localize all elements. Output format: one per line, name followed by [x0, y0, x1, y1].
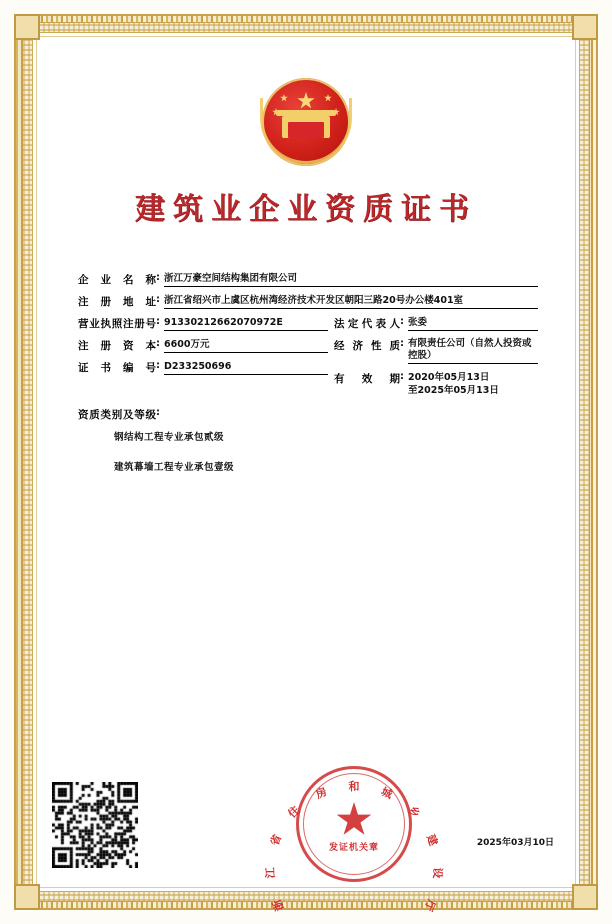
- page-title: 建筑业企业资质证书: [135, 192, 477, 227]
- business-license-label: 营业执照注册号: [78, 318, 156, 330]
- field-legal-representative: [334, 316, 538, 331]
- registered-capital-label: 注册资本: [78, 340, 156, 352]
- seal-center-text: 发证机关章: [328, 843, 379, 853]
- legal-representative-value: 张委: [408, 316, 538, 331]
- field-qualification: [78, 407, 538, 422]
- field-validity: [334, 371, 538, 398]
- validity-label: 有效期: [334, 373, 400, 385]
- seal-arc-text: 浙 江 省 住 房 和 城 乡 建 设 厅: [263, 780, 445, 914]
- legal-representative-label: 法定代表人: [334, 318, 400, 330]
- certificate-number-label: 证书编号: [78, 362, 156, 374]
- issue-date: 2025年03月10日: [476, 838, 554, 848]
- fields-right-column: [328, 316, 538, 405]
- certificate-number-value: D233250696: [164, 360, 328, 375]
- emblem-tiananmen-gate: [282, 116, 330, 138]
- field-business-license: [78, 316, 328, 331]
- colon: :: [156, 294, 160, 305]
- colon: :: [156, 407, 160, 418]
- field-certificate-number: [78, 360, 328, 375]
- colon: :: [156, 360, 160, 371]
- qualification-list: [78, 429, 538, 473]
- official-seal: [263, 766, 445, 914]
- business-license-value: 91330212662070972E: [164, 316, 328, 331]
- validity-value: [408, 371, 538, 398]
- fields-left-column: [78, 316, 328, 405]
- corner-ornament-bottom-left: [14, 884, 40, 910]
- colon: :: [400, 316, 404, 327]
- qualification-label: 资质类别及等级: [78, 409, 156, 421]
- corner-ornament-top-left: [14, 14, 40, 40]
- colon: :: [156, 338, 160, 349]
- qr-code: [52, 782, 138, 868]
- registered-address-label: 注册地址: [78, 296, 156, 308]
- colon: :: [400, 371, 404, 382]
- field-registered-address: [78, 294, 538, 309]
- colon: :: [156, 272, 160, 283]
- validity-to: 至2025年05月13日: [408, 385, 499, 396]
- economic-type-value: 有限责任公司（自然人投资或控股）: [408, 338, 538, 364]
- corner-ornament-bottom-right: [572, 884, 598, 910]
- company-name-value: 浙江万豪空间结构集团有限公司: [164, 272, 538, 287]
- field-company-name: [78, 272, 538, 287]
- corner-ornament-top-right: [572, 14, 598, 40]
- china-national-emblem-icon: [258, 72, 354, 168]
- registered-address-value: 浙江省绍兴市上虞区杭州湾经济技术开发区朝阳三路20号办公楼401室: [164, 294, 538, 309]
- colon: :: [156, 316, 160, 327]
- fields-container: [78, 272, 538, 489]
- validity-from: 2020年05月13日: [408, 372, 490, 383]
- company-name-label: 企业名称: [78, 274, 156, 286]
- list-item: 建筑幕墙工程专业承包壹级: [114, 462, 235, 473]
- emblem-container: [0, 72, 612, 168]
- qualification-value-spacer: [164, 407, 538, 420]
- fields-two-column: [78, 316, 538, 405]
- registered-capital-value: 6600万元: [164, 338, 328, 353]
- list-item: 钢结构工程专业承包贰级: [114, 432, 225, 443]
- field-economic-type: [334, 338, 538, 364]
- colon: :: [400, 338, 404, 349]
- economic-type-label: 经济性质: [334, 340, 400, 352]
- field-registered-capital: [78, 338, 328, 353]
